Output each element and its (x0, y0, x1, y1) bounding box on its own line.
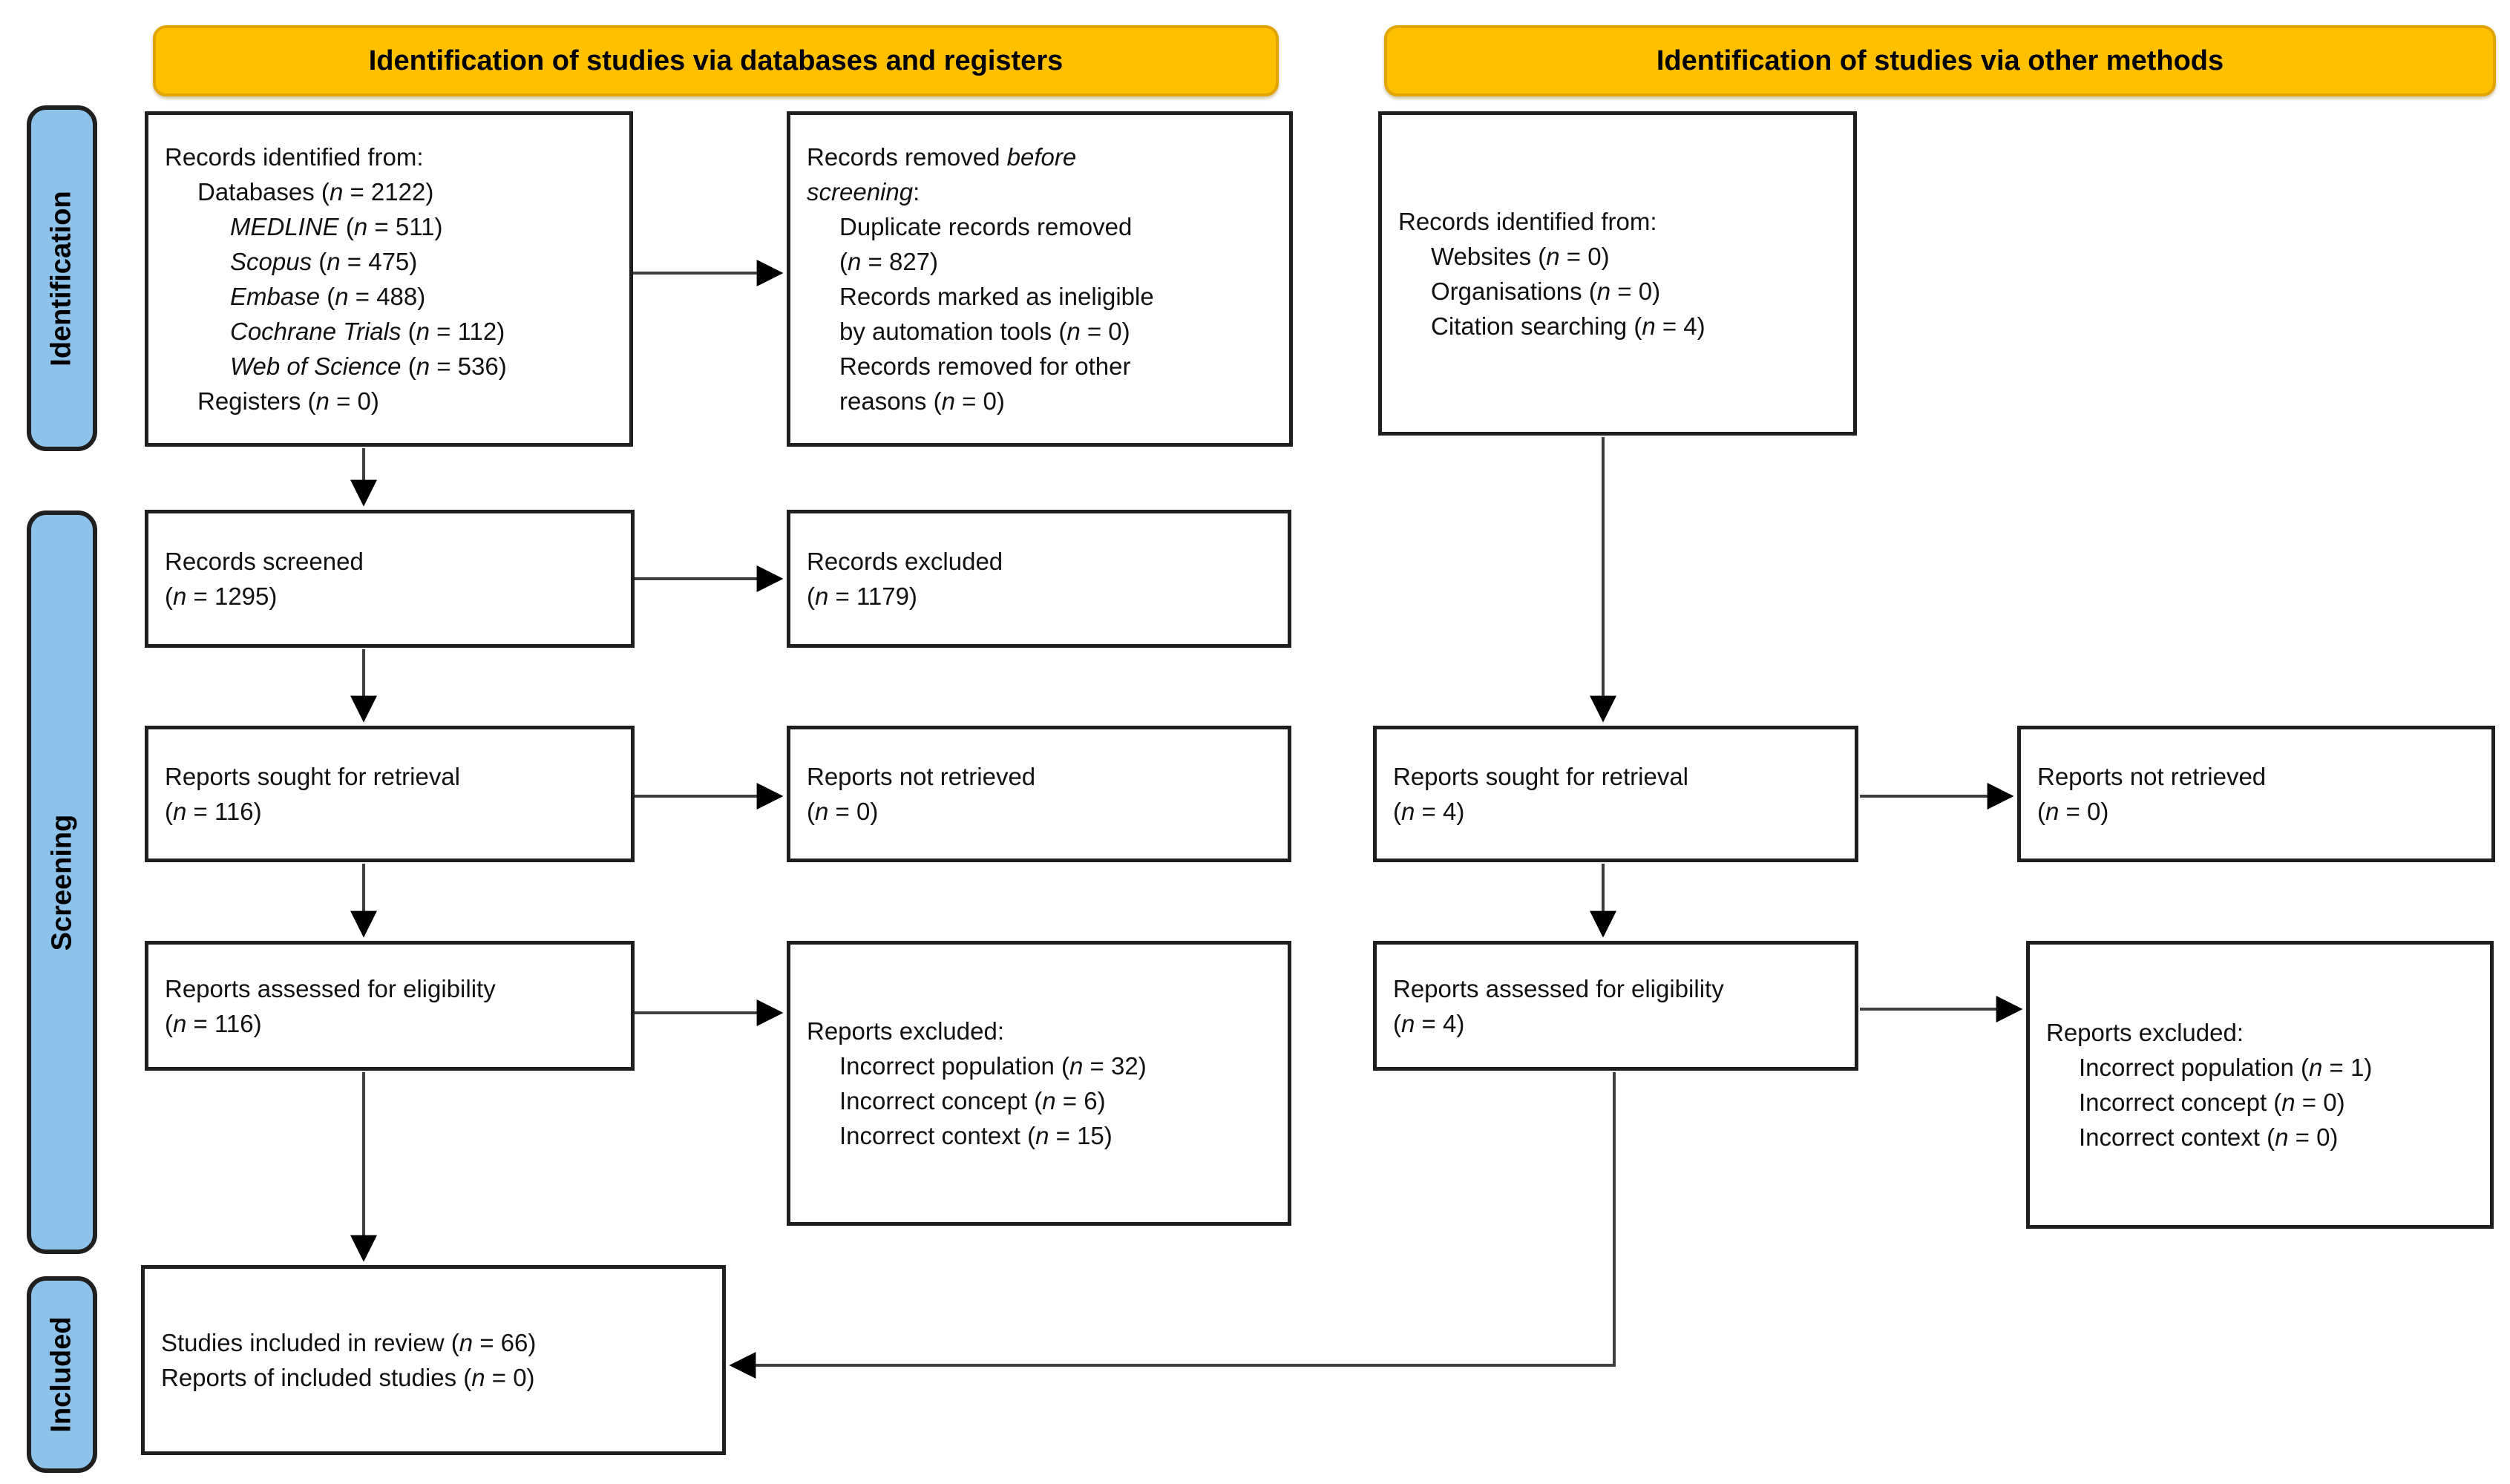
stage-label-screening-text: Screening (46, 814, 78, 951)
text-line: (n = 116) (165, 798, 262, 825)
text-line: Reports sought for retrieval (165, 763, 461, 790)
text-line: Records removed before (807, 143, 1077, 171)
text-line: Incorrect context (n = 0) (2079, 1123, 2339, 1151)
text-line: Reports not retrieved (2037, 763, 2267, 790)
text-line: screening: (807, 178, 920, 206)
text-line: Web of Science (n = 536) (230, 352, 507, 380)
text-line: reasons (n = 0) (839, 387, 1005, 415)
text-line: (n = 1295) (165, 582, 278, 610)
text-line: Databases (n = 2122) (197, 178, 434, 206)
text-line: Incorrect population (n = 32) (839, 1052, 1147, 1080)
text-line: (n = 1179) (807, 582, 917, 610)
box-reports-excluded-other (2026, 941, 2494, 1229)
box-reports-assessed-other (1373, 941, 1858, 1071)
box-reports-not-retrieved-other (2017, 726, 2495, 862)
text-line: Scopus (n = 475) (230, 248, 418, 275)
text-line: MEDLINE (n = 511) (230, 213, 443, 240)
stage-label-included-text: Included (46, 1316, 78, 1433)
text-line: (n = 4) (1393, 798, 1465, 825)
box-reports-excluded-databases (787, 941, 1291, 1226)
text-line: Citation searching (n = 4) (1431, 312, 1705, 340)
text-line: Websites (n = 0) (1431, 242, 1610, 270)
text-line: Incorrect context (n = 15) (839, 1122, 1113, 1149)
box-reports-sought-other (1373, 726, 1858, 862)
text-line: Records identified from: (165, 143, 424, 171)
text-line: Records marked as ineligible (839, 283, 1154, 310)
text-line: Records screened (165, 548, 364, 575)
stage-label-included (27, 1276, 97, 1473)
text-line: Reports excluded: (2046, 1019, 2244, 1046)
text-line: Reports not retrieved (807, 763, 1036, 790)
banner-identification-databases: Identification of studies via databases and registers (153, 25, 1279, 96)
text-line: Reports sought for retrieval (1393, 763, 1689, 790)
text-line: Reports of included studies (n = 0) (161, 1364, 535, 1391)
text-line: (n = 4) (1393, 1009, 1465, 1037)
text-line: Duplicate records removed (839, 213, 1133, 240)
box-records-screened (145, 510, 635, 648)
text-line: Records excluded (807, 548, 1003, 575)
text-line: (n = 0) (807, 798, 879, 825)
text-line: Reports excluded: (807, 1017, 1004, 1045)
stage-label-identification (27, 105, 97, 451)
text-line: Registers (n = 0) (197, 387, 379, 415)
text-line: Organisations (n = 0) (1431, 277, 1661, 305)
text-line: (n = 827) (839, 248, 939, 275)
text-line: Incorrect concept (n = 6) (839, 1087, 1106, 1114)
text-line: Records identified from: (1398, 207, 1657, 235)
text-line: by automation tools (n = 0) (839, 318, 1130, 345)
box-records-identified-databases (145, 111, 633, 447)
text-line: Reports assessed for eligibility (1393, 974, 1724, 1002)
box-studies-included (141, 1265, 726, 1455)
box-records-excluded (787, 510, 1291, 648)
text-line: Studies included in review (n = 66) (161, 1329, 537, 1356)
text-line: Records removed for other (839, 352, 1131, 380)
banner-identification-other-methods: Identification of studies via other methods (1384, 25, 2496, 96)
text-line: (n = 0) (2037, 798, 2109, 825)
stage-label-identification-text: Identification (46, 190, 78, 367)
box-records-identified-other (1378, 111, 1857, 436)
text-line: Embase (n = 488) (230, 283, 426, 310)
text-line: Cochrane Trials (n = 112) (230, 318, 505, 345)
box-reports-assessed-databases (145, 941, 635, 1071)
text-line: Incorrect concept (n = 0) (2079, 1089, 2345, 1116)
text-line: Incorrect population (n = 1) (2079, 1054, 2373, 1081)
box-reports-sought-databases (145, 726, 635, 862)
box-reports-not-retrieved-databases (787, 726, 1291, 862)
text-line: (n = 116) (165, 1009, 262, 1037)
stage-label-screening (27, 510, 97, 1254)
text-line: Reports assessed for eligibility (165, 974, 496, 1002)
box-records-removed-before-screening (787, 111, 1293, 447)
